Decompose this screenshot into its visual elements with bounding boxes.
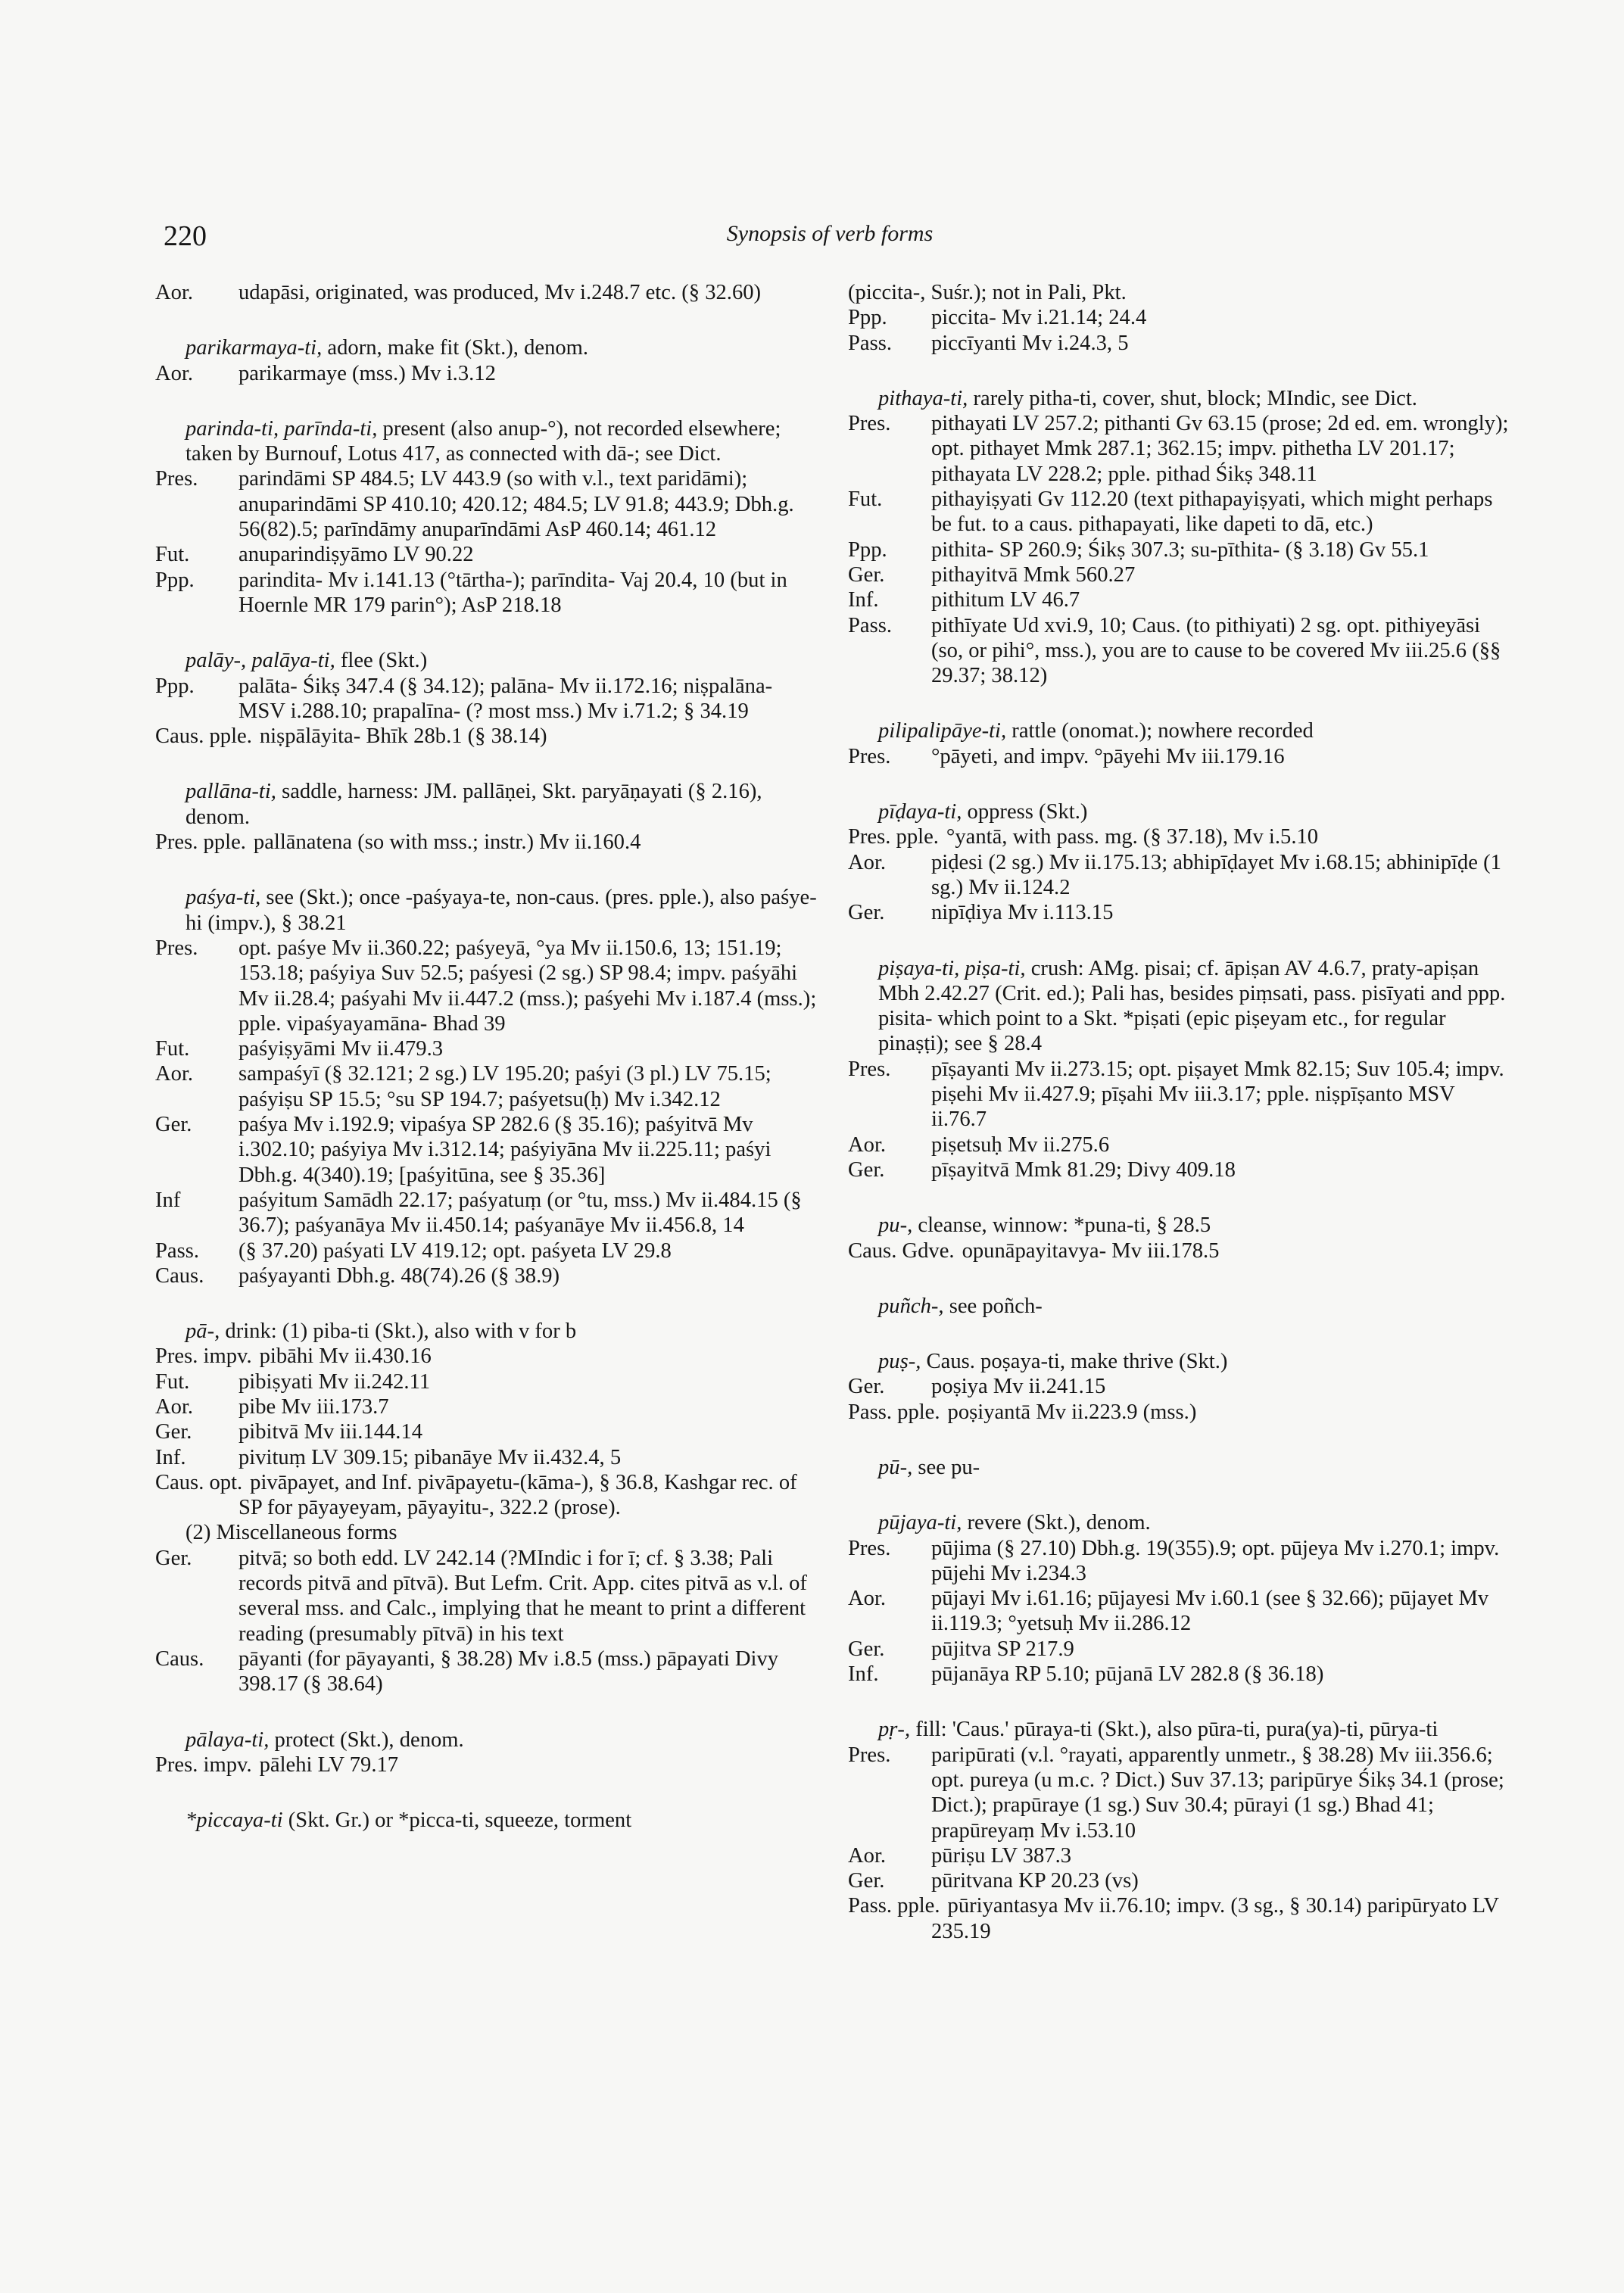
form-entry — [155, 830, 821, 855]
form-text: udapāsi, originated, was produced, Mv i.248.7 etc. (§ 32.60) — [238, 281, 762, 304]
paragraph-gap — [155, 749, 821, 779]
form-text: pithayiṣyati Gv 112.20 (text pithapayiṣyati, which might perhaps be fut. to a caus. pithapayati, like dapeti to dā, etc.) — [931, 488, 1493, 537]
lemma-gloss: protect (Skt.), denom. — [269, 1728, 464, 1752]
form-text: opt. paśye Mv ii.360.22; paśyeyā, °ya Mv ii.150.6, 13; 151.19; 153.18; paśyiya Suv 52.5; paśyesi (2 sg.) SP 98.4; impv. paśyāhi Mv ii.28.4; paśyahi Mv ii.447.2 (mss.); paśyehi Mv i.187.4 (mss.); pple. vipaśyayamāna- Bhad 39 — [238, 936, 817, 1036]
form-label: Ger. — [848, 1637, 885, 1661]
form-label: Fut. — [155, 1037, 190, 1061]
lemma: parinda-ti, parīnda-ti, — [185, 416, 378, 441]
form-label: Caus. Gdve. — [848, 1238, 955, 1263]
lemma-heading — [848, 1294, 1514, 1319]
form-text: pūjayi Mv i.61.16; pūjayesi Mv i.60.1 (see § 32.66); pūjayet Mv ii.119.3; °yetsuḥ Mv ii.286.12 — [931, 1587, 1489, 1636]
form-text: poṣiya Mv ii.241.15 — [931, 1375, 1106, 1399]
form-label: Ger. — [848, 901, 885, 925]
lemma-gloss: adorn, make fit (Skt.), denom. — [322, 336, 589, 360]
form-label: Caus. opt. — [155, 1470, 243, 1494]
page-header — [164, 220, 1496, 257]
form-entry — [848, 1057, 1514, 1132]
paragraph-gap — [848, 1319, 1514, 1349]
form-label: Ppp. — [848, 537, 887, 562]
form-entry — [155, 1445, 821, 1470]
form-text: pitvā; so both edd. LV 242.14 (?MIndic i for ī; cf. § 3.38; Pali records pitvā and pītvā). But Lefm. Crit. App. cites pitvā as v.l. of several mss. and Calc., implying that he meant to print a different reading (presumably pītvā) in his text — [238, 1546, 807, 1646]
form-text: parindita- Mv i.141.13 (°tārtha-); parīndita- Vaj 20.4, 10 (but in Hoernle MR 179 parin°); AsP 218.18 — [238, 568, 787, 617]
form-text: paśyiṣyāmi Mv ii.479.3 — [238, 1037, 444, 1061]
lemma-gloss: Caus. poṣaya-ti, make thrive (Skt.) — [921, 1350, 1228, 1374]
form-text: pallānatena (so with mss.; instr.) Mv ii.160.4 — [253, 830, 641, 855]
form-label: Aor. — [848, 1587, 887, 1611]
form-entry — [848, 850, 1514, 901]
lemma-gloss: (2) Miscellaneous forms — [185, 1521, 397, 1545]
form-label: Pres. — [155, 936, 198, 960]
lemma: pilipalipāye-ti, — [878, 719, 1007, 743]
paragraph-gap — [155, 855, 821, 885]
form-entry — [848, 587, 1514, 612]
form-entry — [155, 1752, 821, 1777]
form-text: anuparindiṣyāmo LV 90.22 — [238, 543, 474, 567]
lemma-heading — [155, 416, 821, 467]
lemma-gloss: revere (Skt.), denom. — [962, 1511, 1151, 1535]
lemma-gloss: rarely pitha-ti, cover, shut, block; MIndic, see Dict. — [968, 386, 1417, 410]
form-label: Aor. — [155, 1394, 194, 1419]
form-label: Inf — [155, 1188, 181, 1212]
form-label: Ger. — [848, 562, 885, 587]
form-label: Pres. — [848, 1536, 891, 1560]
lemma: piṣaya-ti, piṣa-ti, — [878, 956, 1026, 980]
lemma-gloss: see poñch- — [943, 1294, 1043, 1318]
form-entry — [848, 1400, 1514, 1425]
form-entry — [848, 1536, 1514, 1587]
lemma-gloss: crush: AMg. pisai; cf. āpiṣan AV 4.6.7, praty-apiṣan Mbh 2.42.27 (Crit. ed.); Pali has, besides piṃsati, pass. pisīyati and ppp. pisita- which point to a Skt. *piṣati (epic piṣeyam etc., for regular pinaṣṭi); see § 28.4 — [878, 956, 1506, 1056]
form-entry — [155, 1238, 821, 1263]
form-text: pūritvana KP 20.23 (vs) — [931, 1869, 1139, 1893]
form-text: pūriṣu LV 387.3 — [931, 1843, 1072, 1868]
form-text: pivāpayet, and Inf. pivāpayetu-(kāma-), § 36.8, Kashgar rec. of SP for pāyayeyam, pāyayitu-, 322.2 (prose). — [238, 1470, 797, 1520]
form-entry — [848, 1374, 1514, 1399]
form-label: Caus. — [155, 1263, 204, 1288]
lemma: palāy-, palāya-ti, — [185, 649, 335, 673]
paragraph-gap — [848, 926, 1514, 956]
form-label: Pres. — [848, 1743, 891, 1767]
form-label: Fut. — [155, 1369, 190, 1394]
form-label: Caus. — [155, 1647, 204, 1671]
lemma-heading — [155, 1728, 821, 1752]
form-entry — [848, 900, 1514, 925]
form-entry — [848, 305, 1514, 330]
form-label: Ger. — [848, 1157, 885, 1182]
lemma: puñch-, — [878, 1294, 944, 1318]
form-text: °pāyeti, and impv. °pāyehi Mv iii.179.16 — [931, 744, 1285, 768]
form-text: pūjitva SP 217.9 — [931, 1637, 1074, 1661]
form-entry — [848, 1743, 1514, 1843]
right-column — [848, 280, 1514, 1944]
lemma-gloss: flee (Skt.) — [335, 649, 428, 673]
lemma-heading — [848, 1455, 1514, 1480]
form-entry — [155, 1344, 821, 1369]
lemma: pū-, — [878, 1455, 913, 1479]
form-text: pūjanāya RP 5.10; pūjanā LV 282.8 (§ 36.18) — [931, 1662, 1324, 1687]
form-label: Aor. — [155, 361, 194, 385]
form-text: pīṣayitvā Mmk 81.29; Divy 409.18 — [931, 1157, 1236, 1182]
form-text: paśya Mv i.192.9; vipaśya SP 282.6 (§ 35.16); paśyitvā Mv i.302.10; paśyiya Mv i.312.14; paśyiyāna Mv ii.225.11; paśyi Dbh.g. 4(340).19; [paśyitūna, see § 35.36] — [238, 1113, 771, 1187]
form-text: pithayati LV 257.2; pithanti Gv 63.15 (prose; 2d ed. em. wrongly); opt. pithayet Mmk 287.1; 362.15; impv. pithetha LV 201.17; pithayata LV 228.2; pple. pithad Śikṣ 348.11 — [931, 412, 1509, 486]
lemma-gloss: rattle (onomat.); nowhere recorded — [1006, 719, 1314, 743]
form-text: °yantā, with pass. mg. (§ 37.18), Mv i.5.10 — [946, 825, 1319, 849]
lemma-heading — [848, 956, 1514, 1057]
form-label: Inf. — [848, 1662, 879, 1687]
paragraph-gap — [155, 1777, 821, 1808]
lemma-gloss: present (also anup-°), not recorded elsewhere; taken by Burnouf, Lotus 417, as connected with dā-; see Dict. — [185, 416, 781, 466]
form-entry — [848, 613, 1514, 689]
form-entry — [155, 1647, 821, 1697]
lemma-heading — [155, 1520, 821, 1545]
form-entry — [848, 487, 1514, 537]
form-text: poṣiyantā Mv ii.223.9 (mss.) — [947, 1400, 1197, 1424]
form-label: Pres. — [848, 1057, 891, 1081]
lemma: *piccaya-ti — [185, 1809, 283, 1833]
form-text: piṣetsuḥ Mv ii.275.6 — [931, 1132, 1110, 1157]
form-entry — [848, 1843, 1514, 1868]
lemma-heading — [848, 1510, 1514, 1535]
form-text: niṣpālāyita- Bhīk 28b.1 (§ 38.14) — [259, 724, 547, 749]
form-text: pūriyantasya Mv ii.76.10; impv. (3 sg., § 30.14) paripūryato LV 235.19 — [931, 1894, 1499, 1943]
lemma-heading — [155, 335, 821, 360]
form-text: pithīyate Ud xvi.9, 10; Caus. (to pithiyati) 2 sg. opt. pithiyeyāsi (so, or pihi°, mss.), you are to cause to be covered Mv iii.25.6 (§§ 29.37; 38.12) — [931, 613, 1501, 688]
lemma-heading — [155, 648, 821, 673]
form-text: paśyayanti Dbh.g. 48(74).26 (§ 38.9) — [238, 1263, 560, 1288]
form-label: Pass. — [848, 331, 892, 355]
paragraph-gap — [848, 356, 1514, 386]
lemma-heading — [155, 885, 821, 936]
continuation-line: (piccita-, Suśr.); not in Pali, Pkt. — [848, 281, 1127, 304]
paragraph-gap — [155, 1288, 821, 1319]
form-entry — [155, 1394, 821, 1419]
lemma: pālaya-ti, — [185, 1728, 270, 1752]
form-entry — [848, 331, 1514, 356]
form-entry — [155, 1036, 821, 1061]
form-entry — [848, 1893, 1514, 1944]
form-entry — [155, 1470, 821, 1521]
form-entry — [155, 936, 821, 1036]
lemma: pīḍaya-ti, — [878, 800, 962, 824]
paragraph-gap — [848, 1425, 1514, 1455]
form-label: Aor. — [848, 1843, 887, 1868]
form-entry — [848, 1238, 1514, 1263]
lemma: pallāna-ti, — [185, 780, 276, 804]
form-entry — [155, 466, 821, 542]
lemma-heading — [155, 1319, 821, 1344]
form-label: Aor. — [155, 281, 194, 304]
form-entry — [848, 1637, 1514, 1662]
lemma-heading — [848, 386, 1514, 411]
form-label: Pass. — [848, 613, 892, 637]
paragraph-gap — [848, 688, 1514, 718]
lemma: parikarmaya-ti, — [185, 336, 323, 360]
form-label: Caus. pple. — [155, 724, 252, 749]
form-entry — [155, 1263, 821, 1288]
form-label: Ger. — [155, 1546, 192, 1570]
form-text: pithita- SP 260.9; Śikṣ 307.3; su-pīthita- (§ 3.18) Gv 55.1 — [931, 537, 1429, 562]
form-text: paśyitum Samādh 22.17; paśyatuṃ (or °tu, mss.) Mv ii.484.15 (§ 36.7); paśyanāya Mv ii.450.14; paśyanāye Mv ii.456.8, 14 — [238, 1188, 802, 1238]
form-text: piccita- Mv i.21.14; 24.4 — [931, 306, 1147, 330]
form-label: Pres. impv. — [155, 1344, 252, 1369]
form-entry — [155, 280, 821, 305]
lemma-heading — [848, 1717, 1514, 1742]
form-label: Inf. — [155, 1445, 186, 1469]
form-label: Pres. — [848, 412, 891, 436]
form-label: Aor. — [848, 850, 887, 874]
form-entry — [848, 562, 1514, 587]
form-entry — [848, 1586, 1514, 1637]
left-column — [155, 280, 821, 1833]
lemma: pūjaya-ti, — [878, 1511, 962, 1535]
paragraph-gap — [848, 769, 1514, 799]
form-label: Inf. — [848, 588, 879, 612]
form-entry — [155, 1061, 821, 1112]
form-label: Ger. — [155, 1113, 192, 1137]
lemma-heading — [848, 1349, 1514, 1374]
form-entry — [848, 744, 1514, 769]
lemma-gloss: oppress (Skt.) — [962, 800, 1088, 824]
paragraph-gap — [848, 1687, 1514, 1717]
lemma-gloss: fill: 'Caus.' pūraya-ti (Skt.), also pūra-ti, pura(ya)-ti, pūrya-ti — [910, 1718, 1439, 1742]
form-entry — [155, 568, 821, 618]
form-label: Ppp. — [848, 306, 887, 330]
form-entry — [155, 1546, 821, 1647]
lemma-gloss: saddle, harness: JM. pallāṇei, Skt. paryāṇayati (§ 2.16), denom. — [185, 780, 762, 829]
form-text: parikarmaye (mss.) Mv i.3.12 — [238, 361, 496, 385]
lemma-heading — [848, 799, 1514, 824]
form-text: palāta- Śikṣ 347.4 (§ 34.12); palāna- Mv ii.172.16; niṣpalāna- MSV i.288.10; prapalīna- (? most mss.) Mv i.71.2; § 34.19 — [238, 674, 773, 723]
form-entry — [155, 1369, 821, 1394]
lemma: puṣ-, — [878, 1350, 921, 1374]
form-text: parindāmi SP 484.5; LV 443.9 (so with v.l., text paridāmi); anuparindāmi SP 410.10; 420.12; 484.5; LV 91.8; 443.9; Dbh.g. 56(82).5; parīndāmy anuparīndāmi AsP 460.14; 461.12 — [238, 467, 794, 542]
form-text: (§ 37.20) paśyati LV 419.12; opt. paśyeta LV 29.8 — [238, 1238, 672, 1263]
form-text: piḍesi (2 sg.) Mv ii.175.13; abhipīḍayet Mv i.68.15; abhinipīḍe (1 sg.) Mv ii.124.2 — [931, 850, 1501, 899]
form-entry — [848, 1662, 1514, 1687]
form-text: pithitum LV 46.7 — [931, 588, 1080, 612]
form-label: Pres. — [848, 744, 891, 768]
form-label: Pass. pple. — [848, 1400, 940, 1424]
form-text: pūjima (§ 27.10) Dbh.g. 19(355).9; opt. pūjeya Mv i.270.1; impv. pūjehi Mv i.234.3 — [931, 1536, 1500, 1585]
lemma: pṛ-, — [878, 1718, 911, 1742]
form-label: Pass. — [155, 1238, 199, 1263]
form-entry — [848, 824, 1514, 849]
form-entry — [155, 542, 821, 567]
form-text: pibiṣyati Mv ii.242.11 — [238, 1369, 431, 1394]
form-text: piccīyanti Mv i.24.3, 5 — [931, 331, 1129, 355]
lemma: pā-, — [185, 1319, 220, 1344]
form-entry — [848, 1868, 1514, 1893]
form-text: nipīḍiya Mv i.113.15 — [931, 901, 1114, 925]
form-text: pāyanti (for pāyayanti, § 38.28) Mv i.8.5 (mss.) pāpayati Divy 398.17 (§ 38.64) — [238, 1647, 779, 1696]
lemma-gloss: see (Skt.); once -paśyaya-te, non-caus. (pres. pple.), also paśye-hi (impv.), § 38.21 — [185, 886, 817, 935]
form-label: Pass. pple. — [848, 1894, 940, 1918]
form-label: Pres. pple. — [848, 825, 939, 849]
form-label: Pres. pple. — [155, 830, 246, 855]
form-text: pivituṃ LV 309.15; pibanāye Mv ii.432.4, 5 — [238, 1445, 622, 1469]
lemma-heading — [155, 1808, 821, 1833]
form-label: Aor. — [155, 1062, 194, 1086]
form-label: Ger. — [848, 1375, 885, 1399]
form-entry — [155, 361, 821, 386]
form-entry — [155, 1112, 821, 1188]
form-text: pibitvā Mv iii.144.14 — [238, 1420, 423, 1444]
form-text: pibe Mv iii.173.7 — [238, 1394, 389, 1419]
form-entry — [848, 1132, 1514, 1157]
running-head: Synopsis of verb forms — [726, 221, 934, 246]
form-entry — [155, 1419, 821, 1444]
form-label: Ger. — [155, 1420, 192, 1444]
lemma: pithaya-ti, — [878, 386, 968, 410]
lemma: pu-, — [878, 1213, 913, 1238]
lemma-heading — [848, 1213, 1514, 1238]
form-label: Ppp. — [155, 674, 195, 698]
paragraph-gap — [848, 1182, 1514, 1213]
lemma: paśya-ti, — [185, 886, 261, 910]
form-text: pibāhi Mv ii.430.16 — [259, 1344, 432, 1369]
form-label: Fut. — [155, 543, 190, 567]
page-number: 220 — [164, 220, 207, 252]
paragraph-gap — [155, 618, 821, 648]
paragraph-gap — [155, 386, 821, 416]
form-text: opunāpayitavya- Mv iii.178.5 — [962, 1238, 1220, 1263]
paragraph-gap — [155, 1697, 821, 1728]
lemma-heading — [848, 718, 1514, 743]
form-text: pālehi LV 79.17 — [259, 1752, 399, 1777]
lemma-gloss: cleanse, winnow: *puna-ti, § 28.5 — [912, 1213, 1211, 1238]
form-text: sampaśyī (§ 32.121; 2 sg.) LV 195.20; paśyi (3 pl.) LV 75.15; paśyiṣu SP 15.5; °su SP 194.7; paśyetsu(ḥ) Mv i.342.12 — [238, 1062, 771, 1111]
form-entry — [155, 724, 821, 749]
form-label: Pres. — [155, 467, 198, 491]
form-label: Ppp. — [155, 568, 195, 592]
paragraph-gap — [848, 1480, 1514, 1510]
form-label: Ger. — [848, 1869, 885, 1893]
lemma-gloss: drink: (1) piba-ti (Skt.), also with v for b — [220, 1319, 577, 1344]
form-text: pīṣayanti Mv ii.273.15; opt. piṣayet Mmk 82.15; Suv 105.4; impv. piṣehi Mv ii.427.9; pīṣahi Mv iii.3.17; pple. niṣpīṣanto MSV ii.76.7 — [931, 1057, 1504, 1132]
lemma-heading — [155, 779, 821, 830]
form-entry — [848, 537, 1514, 562]
form-entry — [155, 1188, 821, 1238]
lemma-gloss: (Skt. Gr.) or *picca-ti, squeeze, torment — [282, 1809, 632, 1833]
form-entry — [848, 1157, 1514, 1182]
form-entry — [848, 411, 1514, 487]
form-label: Aor. — [848, 1132, 887, 1157]
form-text: pithayitvā Mmk 560.27 — [931, 562, 1136, 587]
paragraph-gap — [155, 305, 821, 335]
form-label: Fut. — [848, 488, 883, 512]
paragraph-gap — [848, 1263, 1514, 1294]
form-text: paripūrati (v.l. °rayati, apparently unmetr., § 38.28) Mv iii.356.6; opt. pureya (u m.c. ? Dict.) Suv 37.13; paripūrye Śikṣ 34.1 (prose; Dict.); prapūraye (1 sg.) Suv 30.4; pūrayi (1 sg.) Bhad 41; prapūreyaṃ Mv i.53.10 — [931, 1743, 1504, 1843]
form-label: Pres. impv. — [155, 1752, 252, 1777]
form-entry — [155, 674, 821, 724]
lemma-gloss: see pu- — [912, 1455, 980, 1479]
